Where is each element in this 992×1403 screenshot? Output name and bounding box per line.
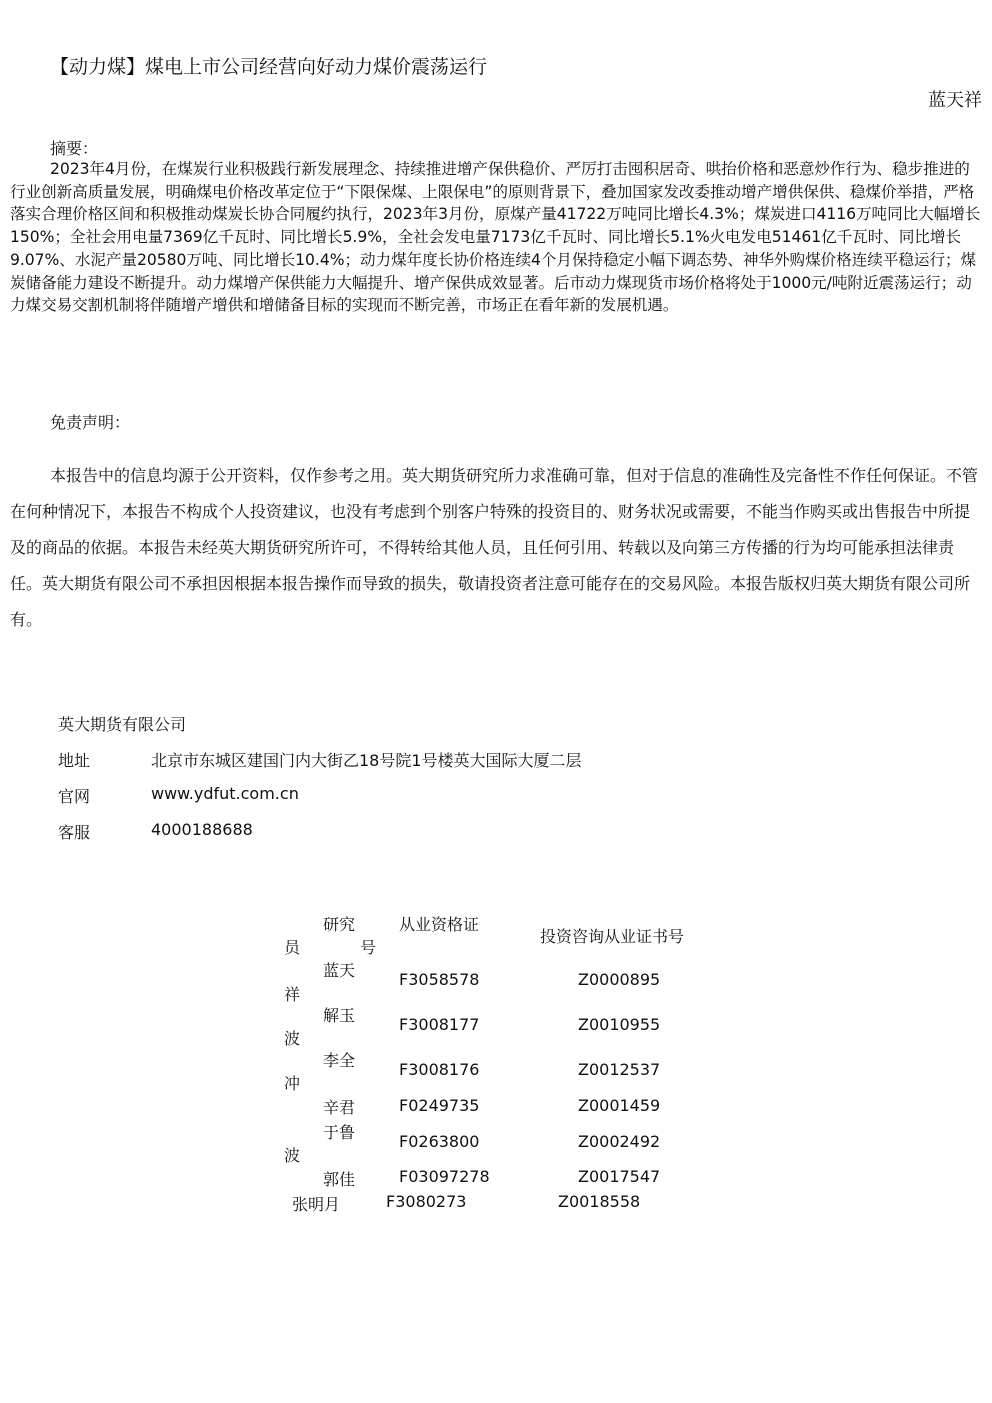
company-name: 英大期货有限公司 bbox=[58, 715, 187, 734]
address-value: 北京市东城区建国门内大街乙18号院1号楼英大国际大厦二层 bbox=[151, 751, 582, 770]
researcher-qualification: F3058578 bbox=[399, 970, 480, 989]
researcher-qualification: F03097278 bbox=[399, 1167, 490, 1186]
researcher-qualification: F3008177 bbox=[399, 1015, 480, 1034]
researcher-consult-cert: Z0001459 bbox=[578, 1096, 661, 1115]
report-author: 蓝天祥 bbox=[928, 90, 982, 111]
researcher-qualification: F0249735 bbox=[399, 1096, 480, 1115]
service-label: 客服 bbox=[58, 823, 91, 842]
researcher-qualification: F3008176 bbox=[399, 1060, 480, 1079]
researcher-name-top: 解玉 bbox=[323, 1006, 356, 1025]
researcher-consult-cert: Z0002492 bbox=[578, 1132, 661, 1151]
researcher-name-bottom: 祥 bbox=[284, 985, 301, 1004]
header-researcher-bottom: 员 bbox=[284, 938, 301, 957]
researcher-name-top: 蓝天 bbox=[323, 961, 356, 980]
researcher-consult-cert: Z0000895 bbox=[578, 970, 661, 989]
header-consult-cert: 投资咨询从业证书号 bbox=[540, 927, 685, 946]
researcher-name-top: 于鲁 bbox=[323, 1123, 356, 1142]
website-link[interactable]: www.ydfut.com.cn bbox=[151, 784, 299, 803]
researcher-name-bottom: 冲 bbox=[284, 1074, 301, 1093]
header-qualification-top: 从业资格证 bbox=[399, 915, 480, 934]
researcher-name-bottom: 波 bbox=[284, 1029, 301, 1048]
website-label: 官网 bbox=[58, 787, 91, 806]
service-phone: 4000188688 bbox=[151, 820, 253, 839]
report-title: 【动力煤】煤电上市公司经营向好动力煤价震荡运行 bbox=[50, 56, 488, 78]
researcher-consult-cert: Z0012537 bbox=[578, 1060, 661, 1079]
summary-text: 2023年4月份，在煤炭行业积极践行新发展理念、持续推进增产保供稳价、严厉打击囤积居奇、哄抬价格和恶意炒作行为、稳步推进的行业创新高质量发展，明确煤电价格改革定位于“下限保煤、上限保电”的原则背景下，叠加国家发改委推动增产增供保供、稳煤价举措，严格落实合理价格区间和积极推动煤炭长协合同履约执行，2023年3月份，原煤产量41722万吨同比增长4.3%；煤炭进口4116万吨同比大幅增长150%；全社会用电量7369亿千瓦时、同比增长5.9%，全社会发电量7173亿千瓦时、同比增长5.1%火电发电51461亿千瓦时、同比增长9.07%、水泥产量20580万吨、同比增长10.4%；动力煤年度长协价格连续4个月保持稳定小幅下调态势、神华外购煤价格连续平稳运行；煤炭储备能力建设不断提升。动力煤增产保供能力大幅提升、增产保供成效显著。后市动力煤现货市场价格将处于1000元/吨附近震荡运行；动力煤交易交割机制将伴随增产增供和增储备目标的实现而不断完善，市场正在看年新的发展机遇。 bbox=[10, 160, 981, 315]
researcher-consult-cert: Z0017547 bbox=[578, 1167, 661, 1186]
researcher-qualification: F3080273 bbox=[386, 1192, 467, 1211]
researcher-consult-cert: Z0010955 bbox=[578, 1015, 661, 1034]
summary-label: 摘要： bbox=[50, 139, 99, 158]
disclaimer-text: 本报告中的信息均源于公开资料，仅作参考之用。英大期货研究所力求准确可靠，但对于信息的准确性及完备性不作任何保证。不管在何种情况下，本报告不构成个人投资建议，也没有考虑到个别客户特殊的投资目的、财务状况或需要，不能当作购买或出售报告中所提及的商品的依据。本报告未经英大期货研究所许可，不得转给其他人员，且任何引用、转载以及向第三方传播的行为均可能承担法律责任。英大期货有限公司不承担因根据本报告操作而导致的损失，敬请投资者注意可能存在的交易风险。本报告版权归英大期货有限公司所有。 bbox=[10, 466, 979, 629]
header-qualification-bottom: 号 bbox=[360, 938, 377, 957]
researcher-consult-cert: Z0018558 bbox=[558, 1192, 641, 1211]
address-label: 地址 bbox=[58, 751, 91, 770]
researcher-name-top: 张明月 bbox=[292, 1195, 341, 1214]
researcher-name-top: 辛君 bbox=[323, 1098, 356, 1117]
researcher-name-top: 李全 bbox=[323, 1051, 356, 1070]
researcher-name-bottom: 波 bbox=[284, 1146, 301, 1165]
researcher-qualification: F0263800 bbox=[399, 1132, 480, 1151]
disclaimer-label: 免责声明： bbox=[50, 413, 131, 432]
researcher-name-top: 郭佳 bbox=[323, 1170, 356, 1189]
header-researcher-top: 研究 bbox=[323, 915, 356, 934]
